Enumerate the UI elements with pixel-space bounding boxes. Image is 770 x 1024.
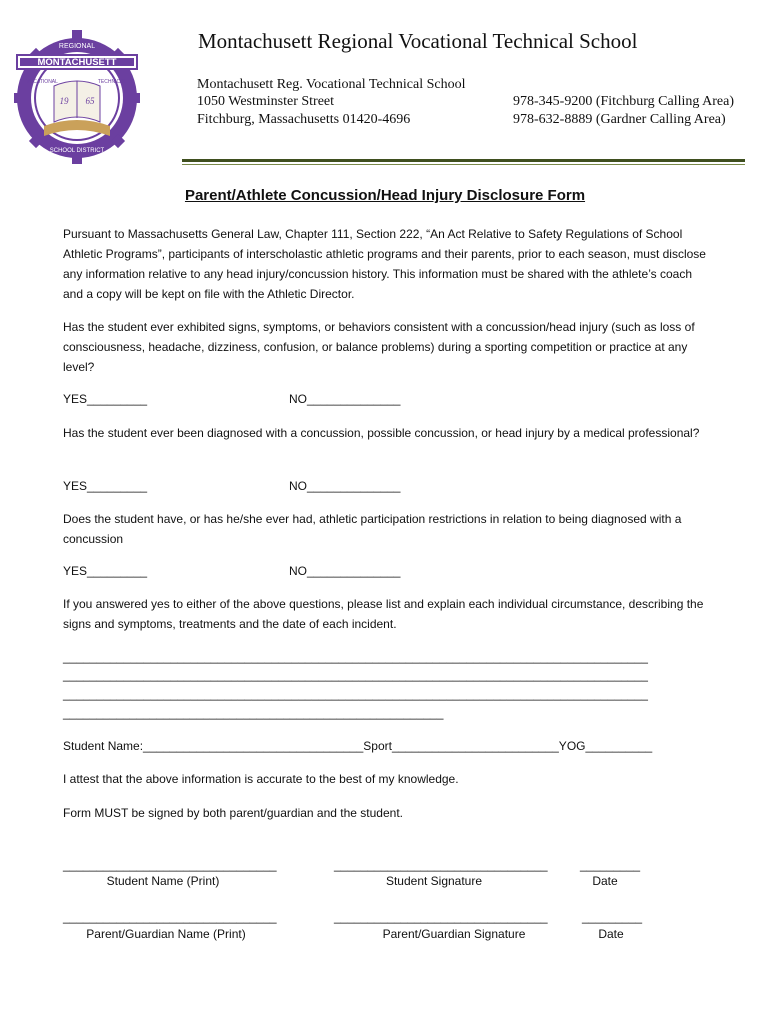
form-title: Parent/Athlete Concussion/Head Injury Disclosure Form [184, 187, 586, 204]
q1-yes-field[interactable]: YES_________ [63, 392, 148, 406]
question-3: Does the student have, or has he/she ever had, athletic participation restrictions in relation to being diagnosed with a concussion [63, 512, 682, 546]
explain-line-3[interactable]: _______________________________________________________________________________________ [63, 687, 648, 701]
header-divider-thin [182, 164, 745, 165]
address-city: Fitchburg, Massachusetts 01420-4696 [197, 112, 411, 127]
student-name-print-label: Student Name (Print) [106, 874, 220, 888]
address-name: Montachusett Reg. Vocational Technical School [197, 77, 466, 92]
logo-bottom-text: SCHOOL DISTRICT [49, 148, 105, 154]
phone-gardner: 978-632-8889 (Gardner Calling Area) [513, 112, 726, 127]
explain-line-4[interactable]: _________________________________________________________ [63, 706, 444, 720]
header-divider [182, 159, 745, 162]
school-logo [14, 26, 140, 166]
q1-no-field[interactable]: NO______________ [289, 392, 401, 406]
logo-year-left: 19 [59, 96, 69, 106]
logo-banner-text: MONTACHUSETT [37, 57, 117, 68]
question-2: Has the student ever been diagnosed with a concussion, possible concussion, or head injury by a medical professional? [63, 426, 700, 440]
q3-yes-field[interactable]: YES_________ [63, 564, 148, 578]
phone-fitchburg: 978-345-9200 (Fitchburg Calling Area) [513, 94, 734, 109]
parent-signature-line[interactable]: ________________________________ [334, 910, 548, 924]
parent-date-label: Date [598, 927, 624, 941]
parent-name-print-label: Parent/Guardian Name (Print) [86, 927, 246, 941]
explain-line-2[interactable]: _______________________________________________________________________________________ [63, 668, 648, 682]
q2-no-field[interactable]: NO______________ [289, 479, 401, 493]
student-name-sport-yog-line[interactable]: Student Name:_________________________________Sport_________________________YOG__________ [63, 739, 653, 753]
intro-paragraph: Pursuant to Massachusetts General Law, Chapter 111, Section 222, “An Act Relative to Safety Regulations of School Athletic Programs”, participants of interscholastic athletic programs and their parents, prior to each season, must disclose any information relative to any head injury/concussion history. This information must be shared with the athlete’s coach and a copy will be kept on file with the Athletic Director. [63, 227, 706, 301]
logo-year-right: 65 [85, 96, 95, 106]
student-date-label: Date [592, 874, 618, 888]
explain-instructions: If you answered yes to either of the above questions, please list and explain each individual circumstance, describing the signs and symptoms, treatments and the date of each incident. [63, 597, 704, 631]
logo-left-word: VOCATIONAL [26, 79, 58, 85]
q3-no-field[interactable]: NO______________ [289, 564, 401, 578]
question-1: Has the student ever exhibited signs, symptoms, or behaviors consistent with a concussion/head injury (such as loss of consciousness, headache, dizziness, confusion, or balance problems) during a sporting competition or practice at any level? [63, 320, 695, 374]
parent-date-line[interactable]: _________ [582, 910, 643, 924]
attest-statement: I attest that the above information is accurate to the best of my knowledge. [63, 772, 459, 786]
address-street: 1050 Westminster Street [197, 94, 335, 109]
gear-emblem [14, 30, 140, 164]
signature-requirement: Form MUST be signed by both parent/guardian and the student. [63, 806, 403, 820]
explain-line-1[interactable]: _______________________________________________________________________________________ [63, 650, 648, 664]
student-signature-line[interactable]: ________________________________ [334, 858, 548, 872]
logo-top-text: REGIONAL [58, 43, 96, 50]
q2-yes-field[interactable]: YES_________ [63, 479, 148, 493]
school-title: Montachusett Regional Vocational Technical School [198, 29, 638, 53]
parent-name-print-line[interactable]: ________________________________ [63, 910, 277, 924]
logo-right-word: TECHNICAL [97, 79, 127, 85]
student-name-print-line[interactable]: ________________________________ [63, 858, 277, 872]
parent-signature-label: Parent/Guardian Signature [382, 927, 526, 941]
student-signature-label: Student Signature [385, 874, 483, 888]
student-date-line[interactable]: _________ [580, 858, 641, 872]
